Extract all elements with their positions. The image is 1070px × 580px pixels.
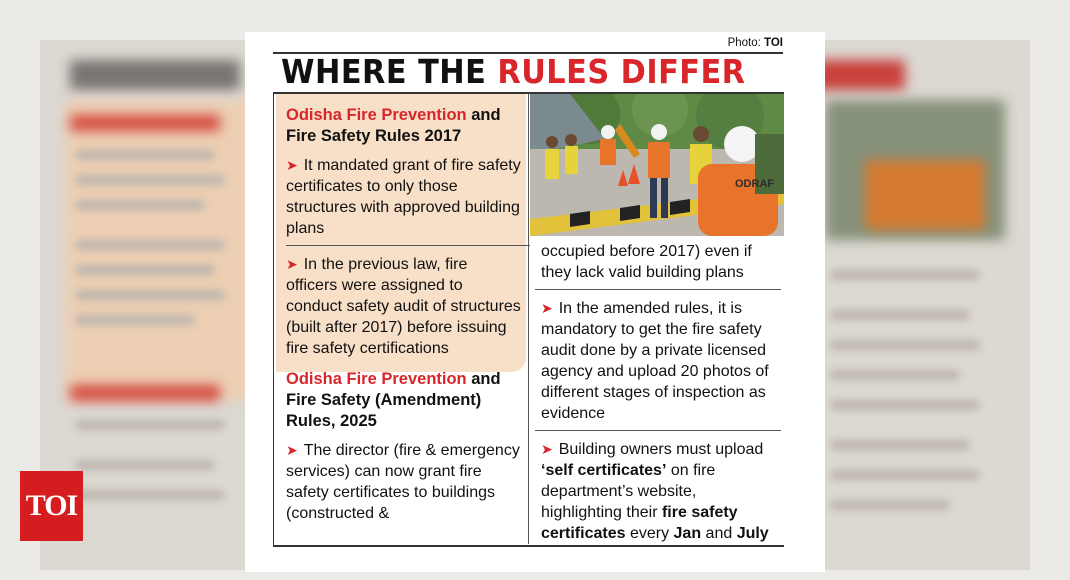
- right-column: [541, 241, 781, 544]
- bullet-2025-self-certificates: [541, 439, 781, 544]
- bullet-2017-certificates: ➤ It mandated grant of fire safety certificates to only those structures with approved building plans: [286, 155, 522, 239]
- section-2025-heading-and: and: [466, 370, 501, 388]
- photo-illustration: [530, 94, 784, 236]
- bullet-separator: [535, 430, 781, 431]
- section-2025-heading-red: Odisha Fire Prevention: [286, 370, 467, 388]
- section-2017-heading-and: and: [466, 106, 501, 124]
- bullet-separator: [535, 289, 781, 290]
- section-2017-heading: [286, 105, 522, 147]
- bullet5-part1: Building owners must upload: [558, 441, 764, 458]
- continued-text: occupied before 2017) even if they lack valid building plans: [541, 243, 752, 281]
- bullet5-jan: Jan: [673, 525, 702, 542]
- vest-lettering: ODRAF: [735, 178, 775, 190]
- bullet-2025-director: ➤ The director (fire & emergency services) can now grant fire safety certificates to buildings (constructed &: [286, 440, 522, 524]
- credit-label: Photo:: [727, 37, 761, 49]
- headline-black: WHERE THE: [281, 52, 498, 91]
- fire-safety-inspection-photo: [530, 94, 784, 236]
- section-2017-heading-red: Odisha Fire Prevention: [286, 106, 467, 124]
- infographic-panel: [245, 32, 825, 572]
- bullet-separator: [286, 245, 530, 246]
- toi-logo: TOI: [20, 471, 83, 541]
- bullet5-self-certificates: ‘self certificates’: [541, 462, 667, 479]
- bullet5-part2: on fire department’s website, highlighting their: [541, 462, 716, 521]
- bullet5-part3: every: [625, 525, 674, 542]
- section-2025-heading: [286, 369, 522, 432]
- headline-red: RULES DIFFER: [497, 52, 746, 91]
- bullet5-fire-safety-certificates: fire safety certificates: [541, 504, 738, 542]
- headline: [281, 54, 746, 90]
- left-column: [286, 105, 522, 524]
- bullet-2025-audit: ➤ In the amended rules, it is mandatory to get the fire safety audit done by a private licensed agency and upload 20 photos of different stages of inspection as evidence: [541, 298, 781, 424]
- bullet5-july: July: [736, 525, 769, 542]
- bullet-2017-previous-law: ➤ In the previous law, fire officers were assigned to conduct safety audit of structures (built after 2017) before issuing fire safety certifications: [286, 254, 522, 359]
- section-2017-heading-rest: Fire Safety Rules 2017: [286, 127, 462, 145]
- section-2025-heading-rest: Fire Safety (Amendment) Rules, 2025: [286, 391, 482, 430]
- photo-credit: [728, 37, 783, 49]
- credit-source: TOI: [764, 37, 783, 49]
- column-divider: [528, 94, 529, 544]
- blurred-background-right: [825, 40, 1030, 570]
- bullet5-part4: and: [701, 525, 737, 542]
